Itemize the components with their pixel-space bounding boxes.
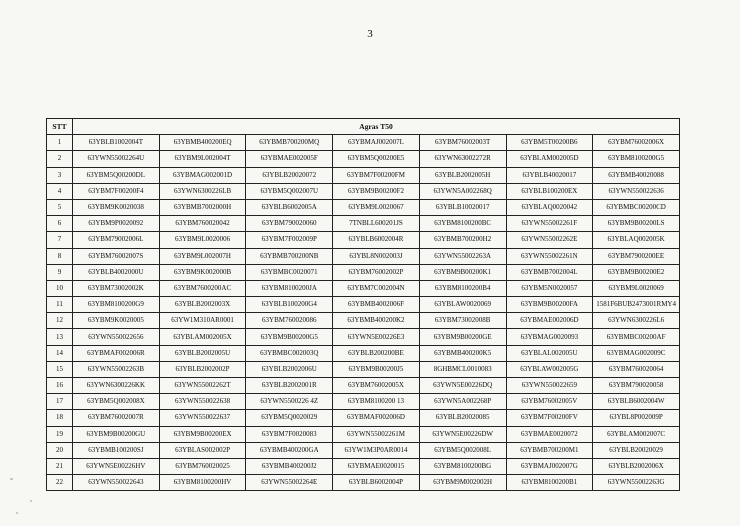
table-row <box>47 297 680 313</box>
serial-cell: 63YBM8100200B4 <box>419 280 506 296</box>
serial-cell: 63YBM760020042 <box>159 216 246 232</box>
serial-cell: 63YBM760020025 <box>159 458 246 474</box>
serial-cell: 63YBM73002008B <box>419 313 506 329</box>
serial-cell: 63YWN5E00226HV <box>73 458 160 474</box>
serial-cell: 63YBLAL002005U <box>506 345 593 361</box>
serial-cell: 63YBLB20020029 <box>593 442 680 458</box>
stt-cell: 11 <box>47 297 73 313</box>
serial-cell: 63YWN55002263G <box>593 475 680 491</box>
serial-cell: 63YBM9B00200F2 <box>333 183 420 199</box>
stt-cell: 21 <box>47 458 73 474</box>
serial-cell: 63YWN6300226KK <box>73 378 160 394</box>
serial-cell: 63YBM76002003T <box>419 135 506 151</box>
serial-cell: 63YBM5N0020057 <box>506 280 593 296</box>
serial-cell: 63YBLAW002005G <box>506 361 593 377</box>
serial-cell: 63YBMB700200H2 <box>419 232 506 248</box>
serial-cell: 63YBM7F0020083 <box>246 426 333 442</box>
table-row <box>47 475 680 491</box>
serial-cell: 63YWN550022643 <box>73 475 160 491</box>
serial-cell: 63YBM9P0020092 <box>73 216 160 232</box>
table-row <box>47 410 680 426</box>
table-row <box>47 167 680 183</box>
serial-cell: 63YBM8100200G9 <box>73 297 160 313</box>
serial-cell: 63YBM7F00200FM <box>333 167 420 183</box>
serial-cell: 63YBM9K0020005 <box>73 313 160 329</box>
table-row <box>47 378 680 394</box>
serial-cell: 63YWN550022659 <box>506 378 593 394</box>
stt-cell: 22 <box>47 475 73 491</box>
serial-cell: 63YWN550022638 <box>159 394 246 410</box>
serial-cell: 63YBLB6002004P <box>333 475 420 491</box>
serial-cell: 63YWN6300226LB <box>159 183 246 199</box>
stt-cell: 10 <box>47 280 73 296</box>
serial-cell: 63YBM9K002000B <box>159 264 246 280</box>
serial-cell: 63YBLB200200BE <box>333 345 420 361</box>
serial-cell: 63YBM8100200BG <box>419 458 506 474</box>
serial-cell: 63YBMBC0020071 <box>246 264 333 280</box>
table-row <box>47 135 680 151</box>
serial-cell: 63YBMAF002006D <box>333 410 420 426</box>
serial-cell: 63YBMAG002009C <box>593 345 680 361</box>
serial-cell: 63YBM9M002002H <box>419 475 506 491</box>
serial-cell: 63YBLAM002005X <box>159 329 246 345</box>
serial-cell: 63YWN550022656 <box>73 329 160 345</box>
stt-header: STT <box>47 119 73 135</box>
table-row <box>47 361 680 377</box>
table-row <box>47 248 680 264</box>
stt-cell: 12 <box>47 313 73 329</box>
scan-speck <box>10 478 13 480</box>
stt-cell: 14 <box>47 345 73 361</box>
serial-cell: 63YBL8N002003J <box>333 248 420 264</box>
serial-cell: 63YBM9B00200EX <box>159 426 246 442</box>
serial-cell: 63YBLAW0020069 <box>419 297 506 313</box>
serial-cell: 63YBM8100200 13 <box>333 394 420 410</box>
serial-cell: 63YBM5Q0020029 <box>246 410 333 426</box>
table-row <box>47 232 680 248</box>
serial-cell: 63YBM76002006X <box>593 135 680 151</box>
serial-cell: 63YBMB100200SJ <box>73 442 160 458</box>
serial-cell: 63YBMB700200NB <box>246 248 333 264</box>
serial-cell: 63YBM5T00200B6 <box>506 135 593 151</box>
serial-cell: 63YWN5E00226E3 <box>333 329 420 345</box>
stt-cell: 8 <box>47 248 73 264</box>
serial-cell: 63YWN5E00226DW <box>419 426 506 442</box>
serial-cell: 63YWN55002264U <box>73 151 160 167</box>
serial-cell: 63YBLB100200G4 <box>246 297 333 313</box>
serial-cell: 63YBM7C002004N <box>333 280 420 296</box>
serial-cell: 63YBMB400200GA <box>246 442 333 458</box>
stt-cell: 4 <box>47 183 73 199</box>
serial-cell: 63YWN63002272R <box>419 151 506 167</box>
serial-cell: 63YBMB700200M1 <box>506 442 593 458</box>
scan-speck <box>16 512 18 514</box>
serial-cell: 63YWN55002262E <box>506 232 593 248</box>
serial-cell: 63YBMB7002000H <box>159 199 246 215</box>
stt-cell: 9 <box>47 264 73 280</box>
serial-cell: 63YBLB2002006U <box>246 361 333 377</box>
serial-cell: 63YBLAQ0020042 <box>506 199 593 215</box>
serial-cell: 63YBM8100200G5 <box>593 151 680 167</box>
serial-cell: 63YBM790020060 <box>246 216 333 232</box>
serial-cell: 63YBMB700200MQ <box>246 135 333 151</box>
serial-cell: 63YBM8100200BC <box>419 216 506 232</box>
serial-cell: 63YBM760020064 <box>593 361 680 377</box>
stt-cell: 19 <box>47 426 73 442</box>
serial-cell: 63YBM8100200HV <box>159 475 246 491</box>
table-row <box>47 458 680 474</box>
serial-cell: 63YBLB4002000U <box>73 264 160 280</box>
serial-cell: 63YBMBC00200CD <box>593 199 680 215</box>
serial-cell: 63YBMAE0020072 <box>506 426 593 442</box>
serial-number-table <box>46 118 680 491</box>
serial-cell: 63YWN55002261N <box>506 248 593 264</box>
serial-cell: 63YBM9K0020038 <box>73 199 160 215</box>
page-number: 3 <box>367 28 373 40</box>
serial-cell: 63YBM9B00200E2 <box>593 264 680 280</box>
serial-cell: 63YBM9B00200J5 <box>333 361 420 377</box>
serial-cell: 63YWN55002261M <box>333 426 420 442</box>
serial-cell: 63YBM9B00200FA <box>506 297 593 313</box>
table-row <box>47 199 680 215</box>
serial-cell: 63YBM760020086 <box>246 313 333 329</box>
serial-cell: 63YBM9L002004T <box>159 151 246 167</box>
serial-cell: 63YBLB2002003X <box>159 297 246 313</box>
serial-cell: 63YBM8100200JA <box>246 280 333 296</box>
serial-cell: 63YWN55002263A <box>419 248 506 264</box>
table-row <box>47 280 680 296</box>
serial-cell: 63YBLB2002005H <box>419 167 506 183</box>
serial-cell: 63YBLB40020017 <box>506 167 593 183</box>
serial-cell: 63YBMBC002003Q <box>246 345 333 361</box>
serial-cell: 63YBM9L002007H <box>159 248 246 264</box>
serial-cell: 63YBLB2002005U <box>159 345 246 361</box>
table-row <box>47 313 680 329</box>
serial-cell: 1581F6BUB2473001RMY4 <box>593 297 680 313</box>
serial-cell: 63YBM5Q002008X <box>73 394 160 410</box>
table-body <box>47 135 680 491</box>
serial-cell: 63YBMAG002001D <box>159 167 246 183</box>
serial-cell: 63YBLB2002001R <box>246 378 333 394</box>
stt-cell: 5 <box>47 199 73 215</box>
serial-cell: 63YBMB400200K5 <box>419 345 506 361</box>
serial-cell: 63YW1M3P0AR0014 <box>333 442 420 458</box>
serial-cell: 63YBLAM002007C <box>593 426 680 442</box>
table-row <box>47 151 680 167</box>
serial-cell: 63YBM73002002K <box>73 280 160 296</box>
serial-cell: 63YWN55002261F <box>506 216 593 232</box>
stt-cell: 16 <box>47 378 73 394</box>
serial-cell: 63YBMAJ002007G <box>506 458 593 474</box>
serial-cell: 63YBMB7002004L <box>506 264 593 280</box>
serial-cell: 63YBMBC00200AF <box>593 329 680 345</box>
scan-speck <box>30 500 32 502</box>
serial-cell: 63YBMAJ002007L <box>333 135 420 151</box>
serial-cell: 63YBM790020058 <box>593 378 680 394</box>
serial-cell: 63YBM76002005X <box>333 378 420 394</box>
serial-cell: 63YWN5500226 4Z <box>246 394 333 410</box>
serial-cell: 63YBLAS002002P <box>159 442 246 458</box>
stt-cell: 18 <box>47 410 73 426</box>
serial-cell: 63YBM5Q00200E5 <box>333 151 420 167</box>
serial-cell: 63YWN5A002268Q <box>419 183 506 199</box>
serial-cell: 63YBMB400200J2 <box>246 458 333 474</box>
stt-cell: 2 <box>47 151 73 167</box>
serial-cell: 63YBLAM002005D <box>506 151 593 167</box>
serial-cell: 63YBM9B00200K1 <box>419 264 506 280</box>
serial-cell: 7TNBLL600201JS <box>333 216 420 232</box>
serial-cell: 63YBM76002002P <box>333 264 420 280</box>
serial-cell: 63YBLB20020072 <box>246 167 333 183</box>
serial-cell: 63YBM7900200EE <box>593 248 680 264</box>
serial-cell: 63YBM9B00200GE <box>419 329 506 345</box>
serial-cell: 63YWN5A002268P <box>419 394 506 410</box>
serial-cell: 63YWN55002262T <box>159 378 246 394</box>
serial-cell: 63YBM5Q002008L <box>419 442 506 458</box>
serial-cell: 63YBM9L0020006 <box>159 232 246 248</box>
stt-cell: 3 <box>47 167 73 183</box>
serial-cell: 63YBLB1002004T <box>73 135 160 151</box>
table-row <box>47 394 680 410</box>
serial-cell: 63YBMB4002006F <box>333 297 420 313</box>
table-row <box>47 442 680 458</box>
serial-cell: 63YBMAF002006R <box>73 345 160 361</box>
serial-cell: 63YBLB6002005A <box>246 199 333 215</box>
serial-cell: 63YBM5Q00200DL <box>73 167 160 183</box>
table-row <box>47 264 680 280</box>
serial-cell: 63YBM76002007R <box>73 410 160 426</box>
serial-cell: 63YBM79002006L <box>73 232 160 248</box>
serial-cell: 63YBM7F002009P <box>246 232 333 248</box>
serial-cell: 63YBLB100200EX <box>506 183 593 199</box>
serial-cell: 8GHBMCL0010083 <box>419 361 506 377</box>
table-header-row <box>47 119 680 135</box>
serial-cell: 63YBMAE0020015 <box>333 458 420 474</box>
serial-cell: 63YBL8P002009P <box>593 410 680 426</box>
serial-cell: 63YWN6300226L6 <box>593 313 680 329</box>
table-row <box>47 426 680 442</box>
serial-cell: 63YBM9B00200GU <box>73 426 160 442</box>
stt-cell: 15 <box>47 361 73 377</box>
serial-cell: 63YBMAE002006D <box>506 313 593 329</box>
serial-cell: 63YBLB20020085 <box>419 410 506 426</box>
serial-cell: 63YBLB6002004R <box>333 232 420 248</box>
serial-cell: 63YBM7F00200FV <box>506 410 593 426</box>
serial-cell: 63YWN550022637 <box>159 410 246 426</box>
stt-cell: 6 <box>47 216 73 232</box>
serial-cell: 63YWN55002263B <box>73 361 160 377</box>
serial-cell: 63YBMB40020088 <box>593 167 680 183</box>
table-row <box>47 216 680 232</box>
serial-cell: 63YBM76002007S <box>73 248 160 264</box>
serial-cell: 63YBMAE002005F <box>246 151 333 167</box>
serial-cell: 63YBLB6002004W <box>593 394 680 410</box>
serial-cell: 63YBLB2002002P <box>159 361 246 377</box>
serial-cell: 63YWN5E00226DQ <box>419 378 506 394</box>
table-row <box>47 183 680 199</box>
table-row <box>47 345 680 361</box>
serial-cell: 63YBLAQ002005K <box>593 232 680 248</box>
serial-cell: 63YBMB400200EQ <box>159 135 246 151</box>
stt-cell: 13 <box>47 329 73 345</box>
stt-cell: 20 <box>47 442 73 458</box>
serial-cell: 63YBM5Q002007U <box>246 183 333 199</box>
serial-cell: 63YBM9B00200LS <box>593 216 680 232</box>
serial-cell: 63YWN550022636 <box>593 183 680 199</box>
stt-cell: 7 <box>47 232 73 248</box>
serial-cell: 63YBMAG0020093 <box>506 329 593 345</box>
serial-cell: 63YBM9L0020069 <box>593 280 680 296</box>
serial-cell: 63YBM7F00200F4 <box>73 183 160 199</box>
stt-cell: 1 <box>47 135 73 151</box>
serial-cell: 63YBM9B00200G5 <box>246 329 333 345</box>
serial-cell: 63YBM9L0020067 <box>333 199 420 215</box>
table-row <box>47 329 680 345</box>
serial-cell: 63YBMB400200K2 <box>333 313 420 329</box>
serial-cell: 63YBLB2002006X <box>593 458 680 474</box>
serial-cell: 63YBM7600200AC <box>159 280 246 296</box>
serial-cell: 63YBM8100200B1 <box>506 475 593 491</box>
serial-cell: 63YBLB10020017 <box>419 199 506 215</box>
stt-cell: 17 <box>47 394 73 410</box>
serial-cell: 63YBM76002005V <box>506 394 593 410</box>
serial-cell: 63YWN55002264E <box>246 475 333 491</box>
group-header: Agras T50 <box>73 119 680 135</box>
serial-cell: 63YW1M310AR0001 <box>159 313 246 329</box>
